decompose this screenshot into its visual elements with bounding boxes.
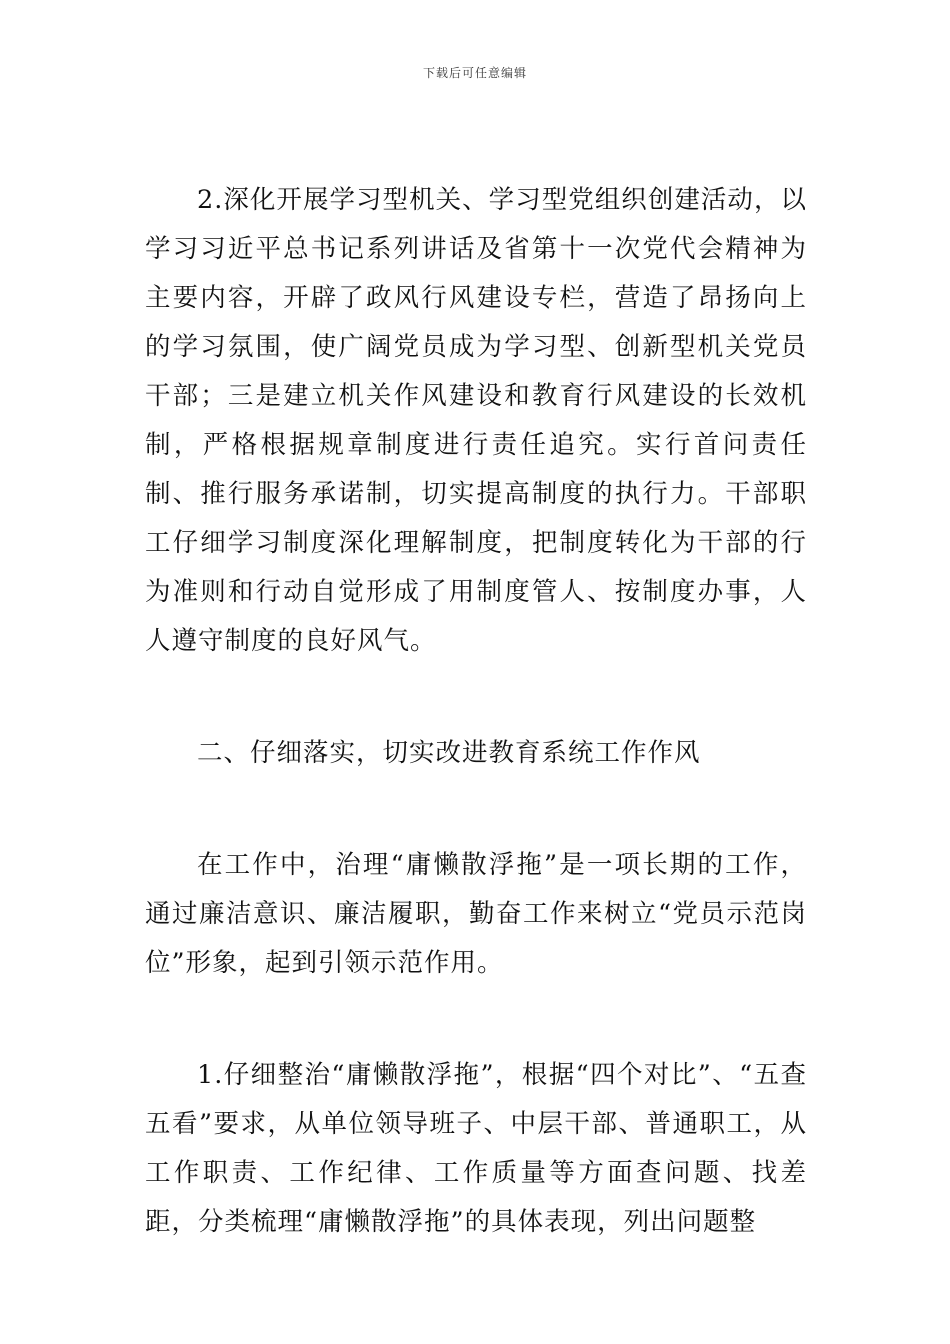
document-body bbox=[145, 176, 807, 1247]
paragraph-rectification: 1.仔细整治“庸懒散浮拖”，根据“四个对比”、“五查五看”要求，从单位领导班子、中层干部、普通职工，从工作职责、工作纪律、工作质量等方面查问题、找差距，分类梳理“庸懒散浮拖”的具体表现，列出问题整 bbox=[145, 1060, 807, 1237]
section-heading-two: 二、仔细落实，切实改进教育系统工作作风 bbox=[197, 738, 701, 768]
paragraph-work-governance: 在工作中，治理“庸懒散浮拖”是一项长期的工作，通过廉洁意识、廉洁履职，勤奋工作来树立“党员示范岗位”形象，起到引领示范作用。 bbox=[145, 850, 807, 978]
paragraph-study-activities: 2.深化开展学习型机关、学习型党组织创建活动，以学习习近平总书记系列讲话及省第十一次党代会精神为主要内容，开辟了政风行风建设专栏，营造了昂扬向上的学习氛围，使广阔党员成为学习型、创新型机关党员干部；三是建立机关作风建设和教育行风建设的长效机制，严格根据规章制度进行责任追究。实行首问责任制、推行服务承诺制，切实提高制度的执行力。干部职工仔细学习制度深化理解制度，把制度转化为干部的行为准则和行动自觉形成了用制度管人、按制度办事，人人遵守制度的良好风气。 bbox=[145, 185, 807, 656]
page-header: 下载后可任意编辑 bbox=[422, 66, 527, 80]
